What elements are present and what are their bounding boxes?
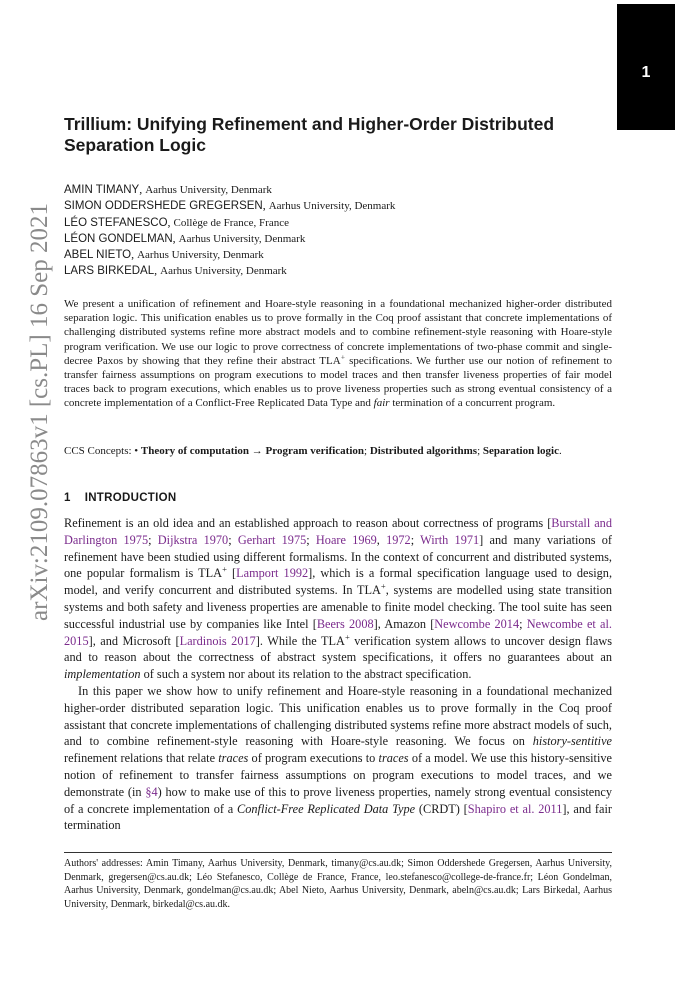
section-title: INTRODUCTION <box>84 492 177 504</box>
author-entry: ABEL NIETO, Aarhus University, Denmark <box>64 247 264 262</box>
author-entry: AMIN TIMANY, Aarhus University, Denmark <box>64 182 272 196</box>
author-affiliation: Aarhus University, Denmark <box>160 265 287 278</box>
author-entry: SIMON ODDERSHEDE GREGERSEN, Aarhus University, Denmark <box>64 198 396 213</box>
author-name: ABEL NIETO <box>64 249 132 262</box>
author-affiliation: Aarhus University, Denmark <box>137 249 264 262</box>
author-name: AMIN TIMANY <box>64 184 140 196</box>
author-entry: LÉON GONDELMAN, Aarhus University, Denmark <box>64 230 306 245</box>
ccs-concepts: CCS Concepts: • Theory of computation → Program verification; Distributed algorithms; Separation logic. <box>64 445 562 457</box>
abstract: We present a unification of refinement and Hoare-style reasoning in a foundational mechanized higher-order distributed separation logic. This unification enables us to prove formally in the Coq proof assistant that concrete implementations of challenging distributed systems refine more abstract models and to combine refinement-style reasoning with Hoare-style program verification. We use our logic to prove correctness of concrete implementations of two-phase commit and single-decree Paxos by showing that they refine their abstract TLA+ specifications. We further use our notion of refinement to transfer fairness assumptions on program executions to model traces and then transfer liveness properties of fair model traces back to program executions, which enables us to prove liveness properties such as strong eventual consistency of a concrete implementation of a Conflict-Free Replicated Data Type and fair termination of a concurrent program. <box>64 298 613 410</box>
author-affiliation: Aarhus University, Denmark <box>268 200 396 213</box>
citation-link[interactable]: Wirth 1971 <box>420 532 480 547</box>
citation-link[interactable]: Gerhart 1975 <box>237 532 307 547</box>
section-number: 1 <box>64 492 71 504</box>
citation-link[interactable]: Lardinois 2017 <box>179 633 256 648</box>
introduction-body <box>64 515 612 834</box>
intro-paragraph-2: In this paper we show how to unify refinement and Hoare-style reasoning in a foundational mechanized higher-order distributed separation logic. This unification enables us to prove formally in the Coq proof assistant that concrete implementations of challenging distributed systems refine more abstract models of such, and to combine refinement-style reasoning with Hoare-style reasoning. We focus on history-sentitive refinement relations that relate traces of program executions to traces of a model. We use this history-sensitive notion of refinement to transfer fairness assumptions on program executions to model traces, and we demonstrate (in §4) how to make use of this to prove liveness properties, namely strong eventual consistency of a concrete implementation of a Conflict-Free Replicated Data Type (CRDT) [Shapiro et al. 2011], and fair termination <box>64 683 613 833</box>
author-affiliation: Aarhus University, Denmark <box>178 232 306 245</box>
page-number: 1 <box>641 64 651 81</box>
authors-addresses-footnote: Authors' addresses: Amin Timany, Aarhus University, Denmark, timany@cs.au.dk; Simon Oddershede Gregersen, Aarhus University, Denmark, gregersen@cs.au.dk; Léo Stefanesco, Collège de France, France, leo.stefanesco@college-de-france.fr; Léon Gondelman, Aarhus University, Denmark, gondelman@cs.au.dk; Abel Nieto, Aarhus University, Denmark, abeln@cs.au.dk; Lars Birkedal, Aarhus University, Denmark, birkedal@cs.au.dk. <box>64 858 612 910</box>
citation-link[interactable]: Burstall and Darlington 1975 <box>64 516 612 547</box>
author-list <box>64 182 604 280</box>
paper-title: Trillium: Unifying Refinement and Higher-Order Distributed Separation Logic <box>64 114 555 155</box>
section-reference-link[interactable]: §4 <box>145 784 158 799</box>
citation-link[interactable]: Beers 2008 <box>316 616 374 631</box>
citation-link[interactable]: Newcombe 2014 <box>434 616 520 631</box>
author-name: SIMON ODDERSHEDE GREGERSEN <box>64 200 263 213</box>
author-entry: LÉO STEFANESCO, Collège de France, France <box>64 214 289 229</box>
citation-link[interactable]: Dijkstra 1970 <box>157 532 229 547</box>
footnote-divider <box>64 852 612 853</box>
author-affiliation: Aarhus University, Denmark <box>145 184 272 196</box>
intro-paragraph-1: Refinement is an old idea and an established approach to reason about correctness of programs [Burstall and Darlington 1975; Dijkstra 1970; Gerhart 1975; Hoare 1969, 1972; Wirth 1971] and many variations of refinement have been studied using different formalisms. In the context of concurrent and distributed systems, one popular formalism is TLA+ [Lamport 1992], which is a formal specification language used to design, model, and verify concurrent and distributed systems. In TLA+, systems are modelled using state transition systems and both safety and liveness properties are amenable to finite model checking. The tool suite has seen successful industrial use by companies like Intel [Beers 2008], Amazon [Newcombe 2014; Newcombe et al. 2015], and Microsoft [Lardinois 2017]. While the TLA+ verification system allows to uncover design flaws and to reason about the correctness of abstract system specifications, it offers no guarantees about an implementation of such a system nor about its relation to the abstract specification. <box>64 516 613 682</box>
citation-link[interactable]: Hoare 1969 <box>315 532 377 547</box>
page-number-tab <box>617 4 675 130</box>
section-heading-introduction <box>64 492 176 504</box>
author-affiliation: Collège de France, France <box>173 216 289 229</box>
author-name: LÉO STEFANESCO <box>64 216 168 229</box>
author-entry: LARS BIRKEDAL, Aarhus University, Denmark <box>64 263 287 278</box>
arxiv-identifier: arXiv:2109.07863v1 [cs.PL] 16 Sep 2021 <box>26 202 53 622</box>
citation-link[interactable]: Lamport 1992 <box>236 566 309 581</box>
citation-link[interactable]: Shapiro et al. 2011 <box>467 801 563 816</box>
author-name: LÉON GONDELMAN <box>64 232 173 245</box>
citation-link[interactable]: Newcombe et al. 2015 <box>64 616 612 648</box>
author-name: LARS BIRKEDAL <box>64 265 155 278</box>
citation-link[interactable]: 1972 <box>386 532 411 547</box>
